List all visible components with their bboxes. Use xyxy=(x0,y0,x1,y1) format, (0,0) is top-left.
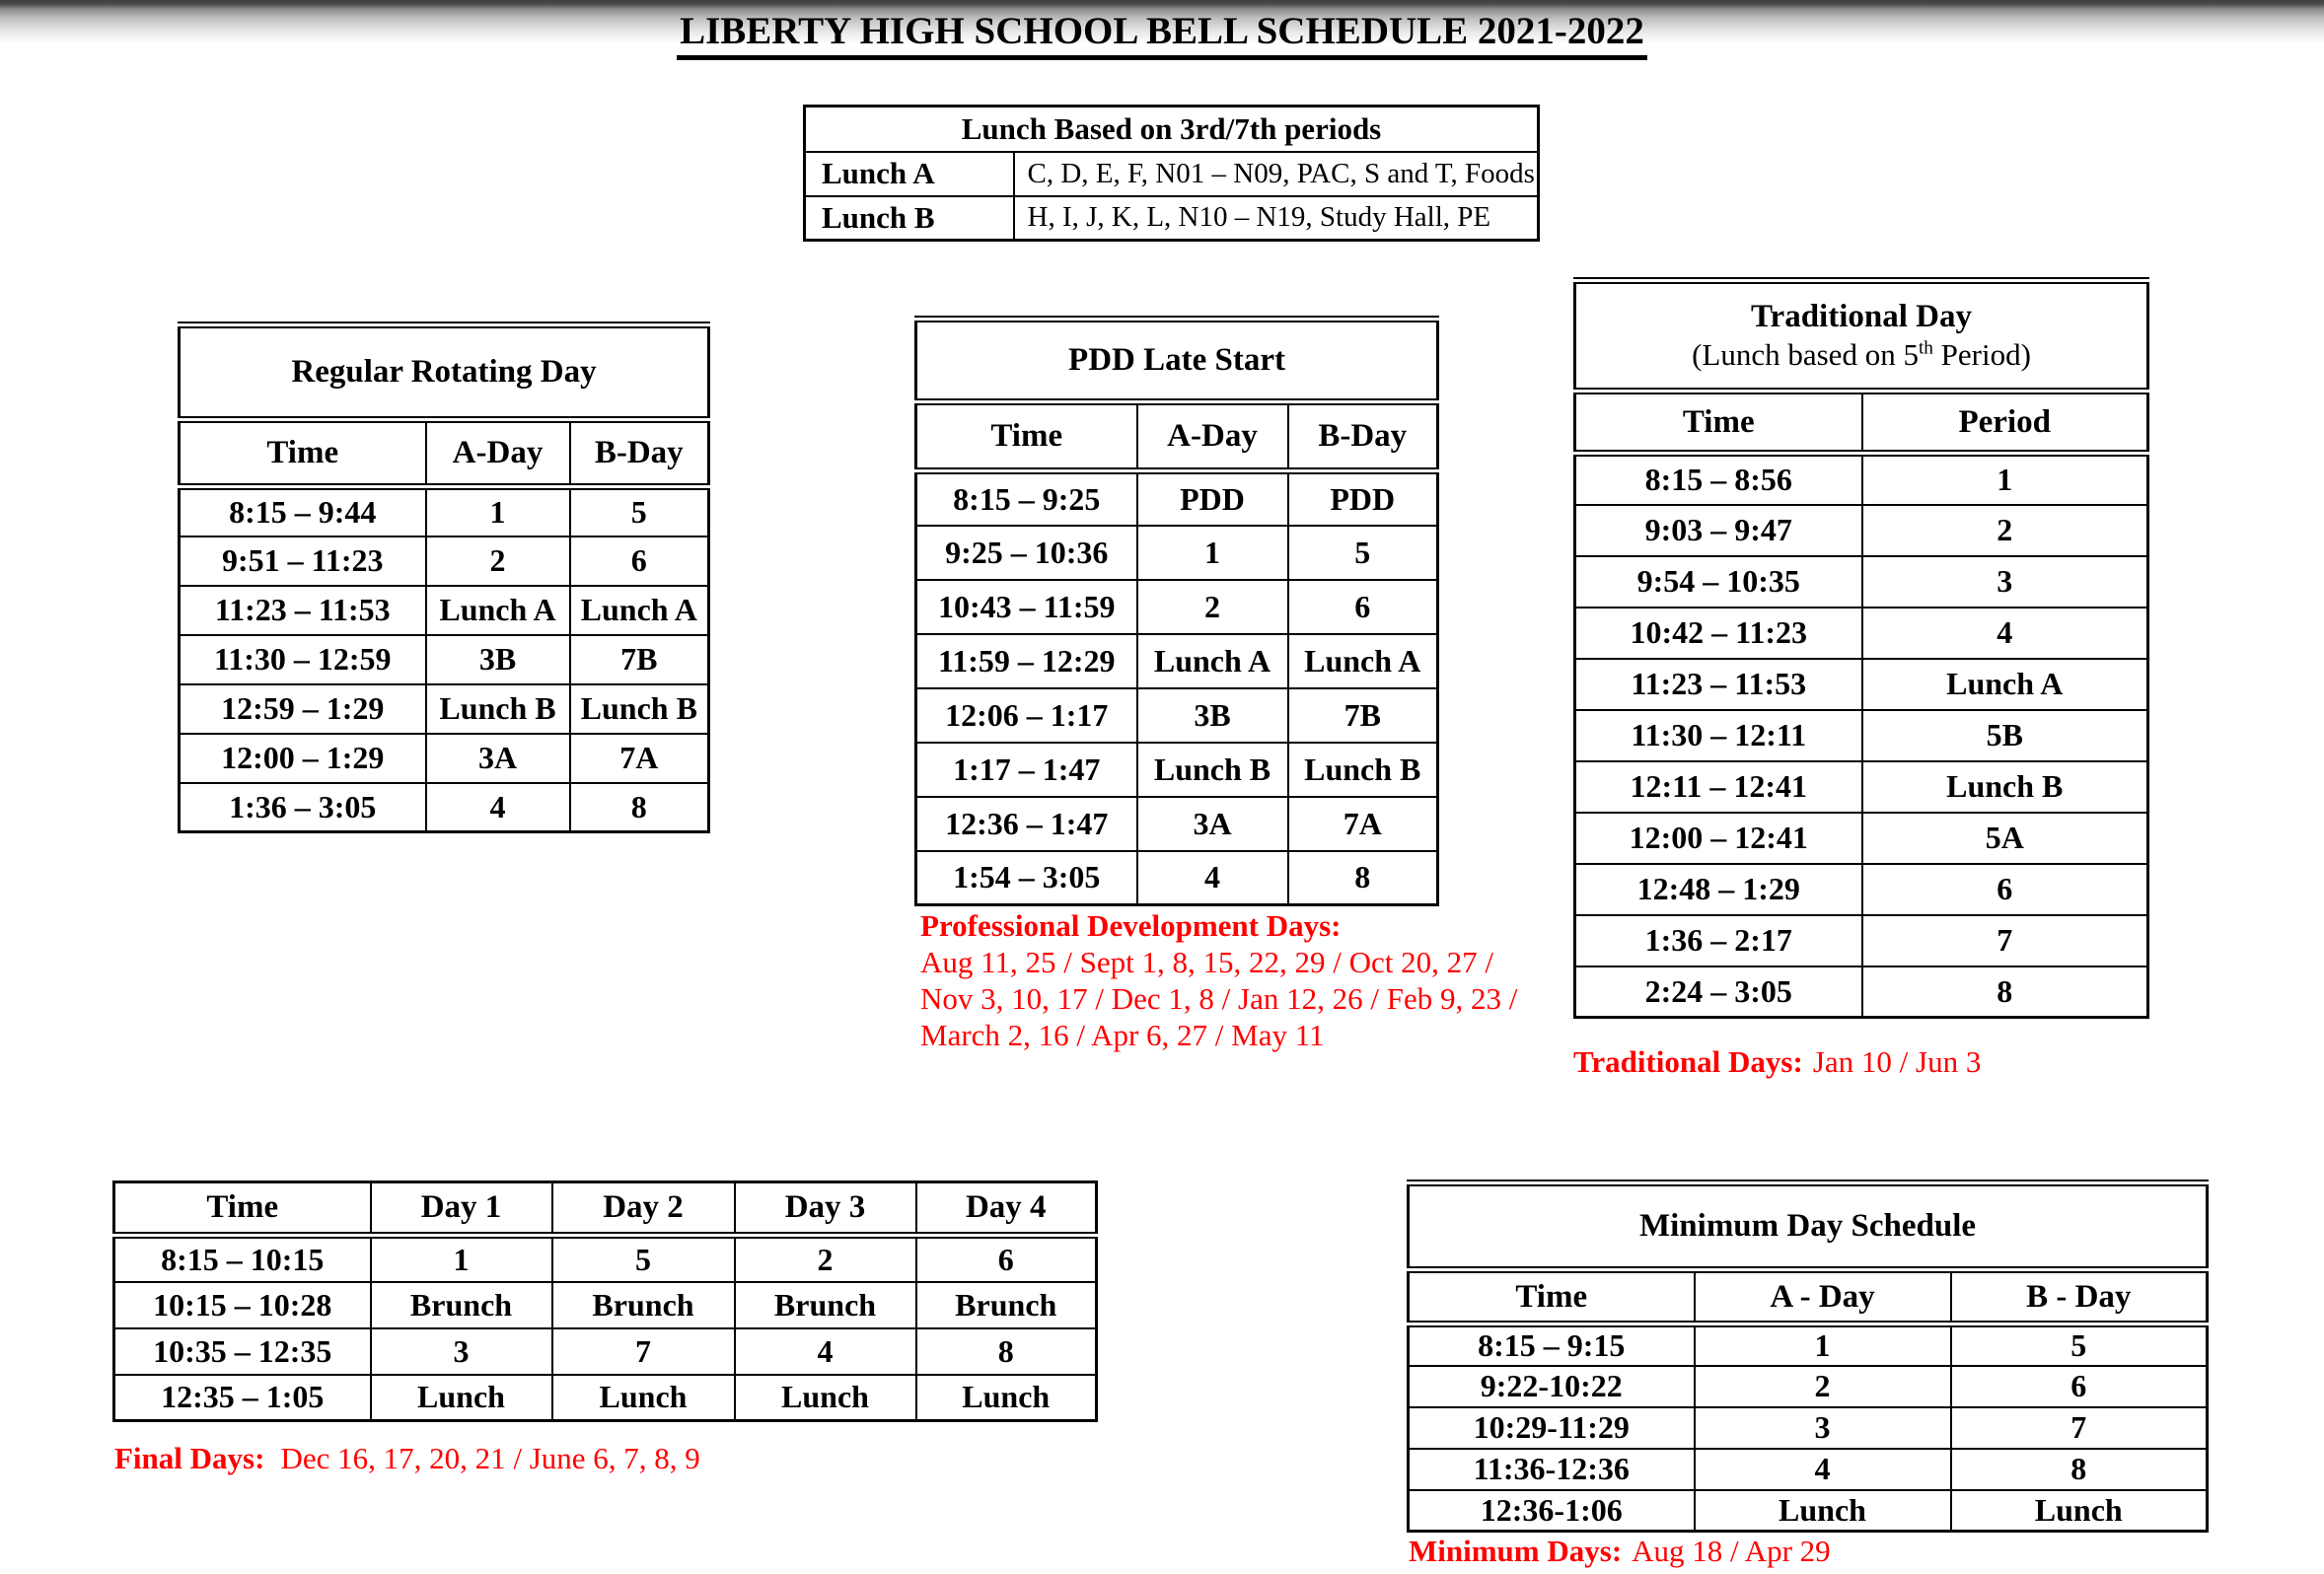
column-header-a-day: A - Day xyxy=(1695,1270,1951,1324)
table-cell: 8:15 – 8:56 xyxy=(1575,454,1862,505)
table-cell: Brunch xyxy=(916,1282,1097,1328)
table-row xyxy=(114,1236,1097,1282)
table-cell: Lunch B xyxy=(426,684,570,734)
table-row xyxy=(805,196,1539,241)
table-cell: 12:11 – 12:41 xyxy=(1575,761,1862,813)
table-cell: 8:15 – 9:15 xyxy=(1409,1324,1695,1366)
table-row xyxy=(1575,915,2148,966)
table-row xyxy=(180,684,709,734)
table-title: PDD Late Start xyxy=(916,320,1438,402)
table-cell: 1:17 – 1:47 xyxy=(916,743,1137,797)
table-cell: 5 xyxy=(570,487,709,537)
table-cell: 8:15 – 9:25 xyxy=(916,471,1137,526)
table-cell: 12:00 – 12:41 xyxy=(1575,813,1862,864)
table-row xyxy=(1575,556,2148,608)
note-label: Professional Development Days: xyxy=(920,908,1342,943)
table-row xyxy=(180,783,709,832)
table-cell: Lunch B xyxy=(1288,743,1438,797)
table-cell: 10:29-11:29 xyxy=(1409,1407,1695,1449)
table-cell: 3B xyxy=(426,635,570,684)
table-cell: 3A xyxy=(1137,797,1288,851)
table-row xyxy=(1575,710,2148,761)
table-cell: 1:36 – 3:05 xyxy=(180,783,426,832)
table-cell: Brunch xyxy=(371,1282,552,1328)
lunch-table-header: Lunch Based on 3rd/7th periods xyxy=(805,107,1539,152)
table-cell: 6 xyxy=(1288,580,1438,634)
table-cell: 5A xyxy=(1862,813,2148,864)
page-title xyxy=(0,9,2324,60)
table-cell: Lunch B xyxy=(1137,743,1288,797)
table-cell: 3 xyxy=(1862,556,2148,608)
table-row xyxy=(180,487,709,537)
table-cell: PDD xyxy=(1288,471,1438,526)
table-cell: Lunch xyxy=(735,1375,916,1421)
table-cell: 2:24 – 3:05 xyxy=(1575,966,1862,1018)
table-row xyxy=(1409,1490,2208,1532)
table-cell: 7A xyxy=(1288,797,1438,851)
table-cell: 12:06 – 1:17 xyxy=(916,688,1137,743)
table-cell: 12:36 – 1:47 xyxy=(916,797,1137,851)
table-cell: 1 xyxy=(426,487,570,537)
traditional-days-note xyxy=(1573,1043,1981,1080)
table-cell: 11:30 – 12:59 xyxy=(180,635,426,684)
note-text: Dec 16, 17, 20, 21 / June 6, 7, 8, 9 xyxy=(280,1441,700,1475)
column-header-a-day: A-Day xyxy=(426,420,570,487)
table-cell: 11:36-12:36 xyxy=(1409,1449,1695,1490)
minimum-days-note xyxy=(1409,1533,1831,1569)
table-cell: 11:23 – 11:53 xyxy=(1575,659,1862,710)
table-cell: H, I, J, K, L, N10 – N19, Study Hall, PE xyxy=(1014,196,1539,241)
table-cell: 7A xyxy=(570,734,709,783)
table-cell: 7 xyxy=(552,1328,735,1375)
table-cell: Lunch xyxy=(552,1375,735,1421)
table-cell: Brunch xyxy=(735,1282,916,1328)
table-cell: 12:59 – 1:29 xyxy=(180,684,426,734)
table-cell: 6 xyxy=(1951,1366,2208,1407)
professional-development-days-note xyxy=(920,907,1517,1053)
subtitle-text: Period) xyxy=(1932,337,2031,372)
subtitle-superscript: th xyxy=(1918,337,1933,359)
table-header-row xyxy=(805,107,1539,152)
table-row xyxy=(916,688,1438,743)
table-cell: 5B xyxy=(1862,710,2148,761)
table-row xyxy=(1575,813,2148,864)
table-cell: 5 xyxy=(552,1236,735,1282)
table-cell: 12:35 – 1:05 xyxy=(114,1375,371,1421)
table-title-row xyxy=(1575,281,2148,392)
table-cell: 6 xyxy=(570,537,709,586)
table-cell: 2 xyxy=(1695,1366,1951,1407)
table-cell: 10:43 – 11:59 xyxy=(916,580,1137,634)
table-cell: 2 xyxy=(1137,580,1288,634)
table-cell: 8:15 – 9:44 xyxy=(180,487,426,537)
table-row xyxy=(916,634,1438,688)
table-row xyxy=(1575,659,2148,710)
column-header-b-day: B - Day xyxy=(1951,1270,2208,1324)
table-cell: 4 xyxy=(426,783,570,832)
table-row xyxy=(1575,454,2148,505)
table-cell: 7B xyxy=(570,635,709,684)
table-cell: Lunch A xyxy=(570,586,709,635)
column-header-time: Time xyxy=(1575,392,1862,454)
column-header-b-day: B-Day xyxy=(570,420,709,487)
note-text: Jan 10 / Jun 3 xyxy=(1812,1044,1982,1079)
table-cell: 6 xyxy=(1862,864,2148,915)
table-body xyxy=(1409,1324,2208,1532)
table-cell: 1:36 – 2:17 xyxy=(1575,915,1862,966)
column-header-day3: Day 3 xyxy=(735,1182,916,1236)
table-cell: Lunch A xyxy=(805,152,1014,196)
note-text: Aug 18 / Apr 29 xyxy=(1632,1534,1831,1568)
table-row xyxy=(1409,1407,2208,1449)
table-cell: 9:25 – 10:36 xyxy=(916,526,1137,580)
table-cell: Lunch xyxy=(1951,1490,2208,1532)
finals-day-table xyxy=(112,1180,1098,1422)
table-cell: 5 xyxy=(1951,1324,2208,1366)
table-cell: 4 xyxy=(1137,851,1288,905)
table-cell: 9:03 – 9:47 xyxy=(1575,505,1862,556)
table-row xyxy=(1575,761,2148,813)
table-header-row xyxy=(916,402,1438,471)
table-title-row xyxy=(180,325,709,420)
column-header-time: Time xyxy=(180,420,426,487)
table-cell: 1 xyxy=(371,1236,552,1282)
table-row xyxy=(1575,505,2148,556)
table-cell: 1 xyxy=(1862,454,2148,505)
note-line: Nov 3, 10, 17 / Dec 1, 8 / Jan 12, 26 / Feb 9, 23 / xyxy=(920,981,1518,1016)
table-cell: 9:22-10:22 xyxy=(1409,1366,1695,1407)
table-cell: 3A xyxy=(426,734,570,783)
column-header-time: Time xyxy=(114,1182,371,1236)
table-cell: 9:51 – 11:23 xyxy=(180,537,426,586)
table-cell: 10:42 – 11:23 xyxy=(1575,608,1862,659)
column-header-period: Period xyxy=(1862,392,2148,454)
minimum-day-schedule-table xyxy=(1407,1180,2209,1533)
table-cell: 3 xyxy=(1695,1407,1951,1449)
table-header-row xyxy=(180,420,709,487)
table-cell: 4 xyxy=(1862,608,2148,659)
table-cell: 6 xyxy=(916,1236,1097,1282)
table-row xyxy=(1409,1366,2208,1407)
traditional-day-table xyxy=(1573,277,2149,1019)
table-cell: 7B xyxy=(1288,688,1438,743)
table-cell: 12:48 – 1:29 xyxy=(1575,864,1862,915)
table-cell: 10:15 – 10:28 xyxy=(114,1282,371,1328)
table-cell: 1 xyxy=(1137,526,1288,580)
table-row xyxy=(114,1375,1097,1421)
table-body xyxy=(114,1236,1097,1421)
table-cell: 8 xyxy=(1951,1449,2208,1490)
column-header-time: Time xyxy=(1409,1270,1695,1324)
table-title: Minimum Day Schedule xyxy=(1409,1183,2208,1270)
table-cell: 2 xyxy=(735,1236,916,1282)
table-cell: 12:36-1:06 xyxy=(1409,1490,1695,1532)
table-row xyxy=(114,1282,1097,1328)
table-body xyxy=(180,487,709,832)
table-cell: Lunch A xyxy=(1137,634,1288,688)
table-cell: 12:00 – 1:29 xyxy=(180,734,426,783)
note-line: Aug 11, 25 / Sept 1, 8, 15, 22, 29 / Oct 20, 27 / xyxy=(920,945,1493,979)
table-row xyxy=(1575,864,2148,915)
table-body xyxy=(1575,454,2148,1018)
pdd-late-start-table xyxy=(914,316,1439,906)
table-row xyxy=(180,734,709,783)
table-header-row xyxy=(1409,1270,2208,1324)
table-row xyxy=(180,537,709,586)
column-header-day4: Day 4 xyxy=(916,1182,1097,1236)
table-cell: Lunch xyxy=(1695,1490,1951,1532)
table-row xyxy=(916,526,1438,580)
subtitle-text: (Lunch based on 5 xyxy=(1692,337,1919,372)
table-cell: Brunch xyxy=(552,1282,735,1328)
table-header-row xyxy=(114,1182,1097,1236)
table-row xyxy=(1409,1324,2208,1366)
table-cell: Lunch xyxy=(916,1375,1097,1421)
table-cell: 8 xyxy=(916,1328,1097,1375)
table-row xyxy=(916,580,1438,634)
table-row xyxy=(180,586,709,635)
table-cell: 4 xyxy=(735,1328,916,1375)
table-title: Traditional Day xyxy=(1751,299,1972,334)
table-row xyxy=(916,797,1438,851)
table-cell: Lunch B xyxy=(805,196,1014,241)
page-title-text: LIBERTY HIGH SCHOOL BELL SCHEDULE 2021-2022 xyxy=(677,9,1647,60)
table-cell: Lunch B xyxy=(1862,761,2148,813)
table-row xyxy=(1575,608,2148,659)
table-body xyxy=(805,152,1539,241)
table-title-row xyxy=(1409,1183,2208,1270)
table-cell: Lunch xyxy=(371,1375,552,1421)
column-header-a-day: A-Day xyxy=(1137,402,1288,471)
table-cell: 9:54 – 10:35 xyxy=(1575,556,1862,608)
table-cell: 1 xyxy=(1695,1324,1951,1366)
table-body xyxy=(916,471,1438,905)
table-cell: 11:59 – 12:29 xyxy=(916,634,1137,688)
table-cell: 8 xyxy=(1862,966,2148,1018)
table-cell: 4 xyxy=(1695,1449,1951,1490)
note-line: March 2, 16 / Apr 6, 27 / May 11 xyxy=(920,1018,1325,1052)
table-cell: 7 xyxy=(1862,915,2148,966)
table-cell: 2 xyxy=(426,537,570,586)
table-cell: 5 xyxy=(1288,526,1438,580)
final-days-note xyxy=(114,1440,700,1476)
table-cell: Lunch A xyxy=(426,586,570,635)
table-row xyxy=(180,635,709,684)
table-cell: 11:23 – 11:53 xyxy=(180,586,426,635)
table-row xyxy=(1409,1449,2208,1490)
lunch-assignment-table xyxy=(803,105,1540,242)
table-title-cell xyxy=(1575,281,2148,392)
table-cell: 8:15 – 10:15 xyxy=(114,1236,371,1282)
table-cell: 10:35 – 12:35 xyxy=(114,1328,371,1375)
table-cell: 8 xyxy=(1288,851,1438,905)
table-cell: 2 xyxy=(1862,505,2148,556)
table-cell: C, D, E, F, N01 – N09, PAC, S and T, Foods xyxy=(1014,152,1539,196)
note-label: Final Days: xyxy=(114,1441,265,1475)
table-cell: 1:54 – 3:05 xyxy=(916,851,1137,905)
note-label: Traditional Days: xyxy=(1573,1044,1803,1079)
table-cell: 3 xyxy=(371,1328,552,1375)
column-header-b-day: B-Day xyxy=(1288,402,1438,471)
table-row xyxy=(1575,966,2148,1018)
table-cell: 3B xyxy=(1137,688,1288,743)
note-label: Minimum Days: xyxy=(1409,1534,1623,1568)
table-row xyxy=(114,1328,1097,1375)
table-cell: 11:30 – 12:11 xyxy=(1575,710,1862,761)
table-cell: PDD xyxy=(1137,471,1288,526)
table-row xyxy=(916,851,1438,905)
column-header-time: Time xyxy=(916,402,1137,471)
table-header-row xyxy=(1575,392,2148,454)
table-title: Regular Rotating Day xyxy=(180,325,709,420)
regular-rotating-day-table xyxy=(178,322,710,833)
table-subtitle xyxy=(1576,337,2146,373)
column-header-day1: Day 1 xyxy=(371,1182,552,1236)
table-cell: Lunch A xyxy=(1862,659,2148,710)
table-cell: 7 xyxy=(1951,1407,2208,1449)
table-cell: Lunch B xyxy=(570,684,709,734)
table-row xyxy=(805,152,1539,196)
table-title-row xyxy=(916,320,1438,402)
table-row xyxy=(916,743,1438,797)
table-cell: Lunch A xyxy=(1288,634,1438,688)
table-row xyxy=(916,471,1438,526)
column-header-day2: Day 2 xyxy=(552,1182,735,1236)
table-cell: 8 xyxy=(570,783,709,832)
